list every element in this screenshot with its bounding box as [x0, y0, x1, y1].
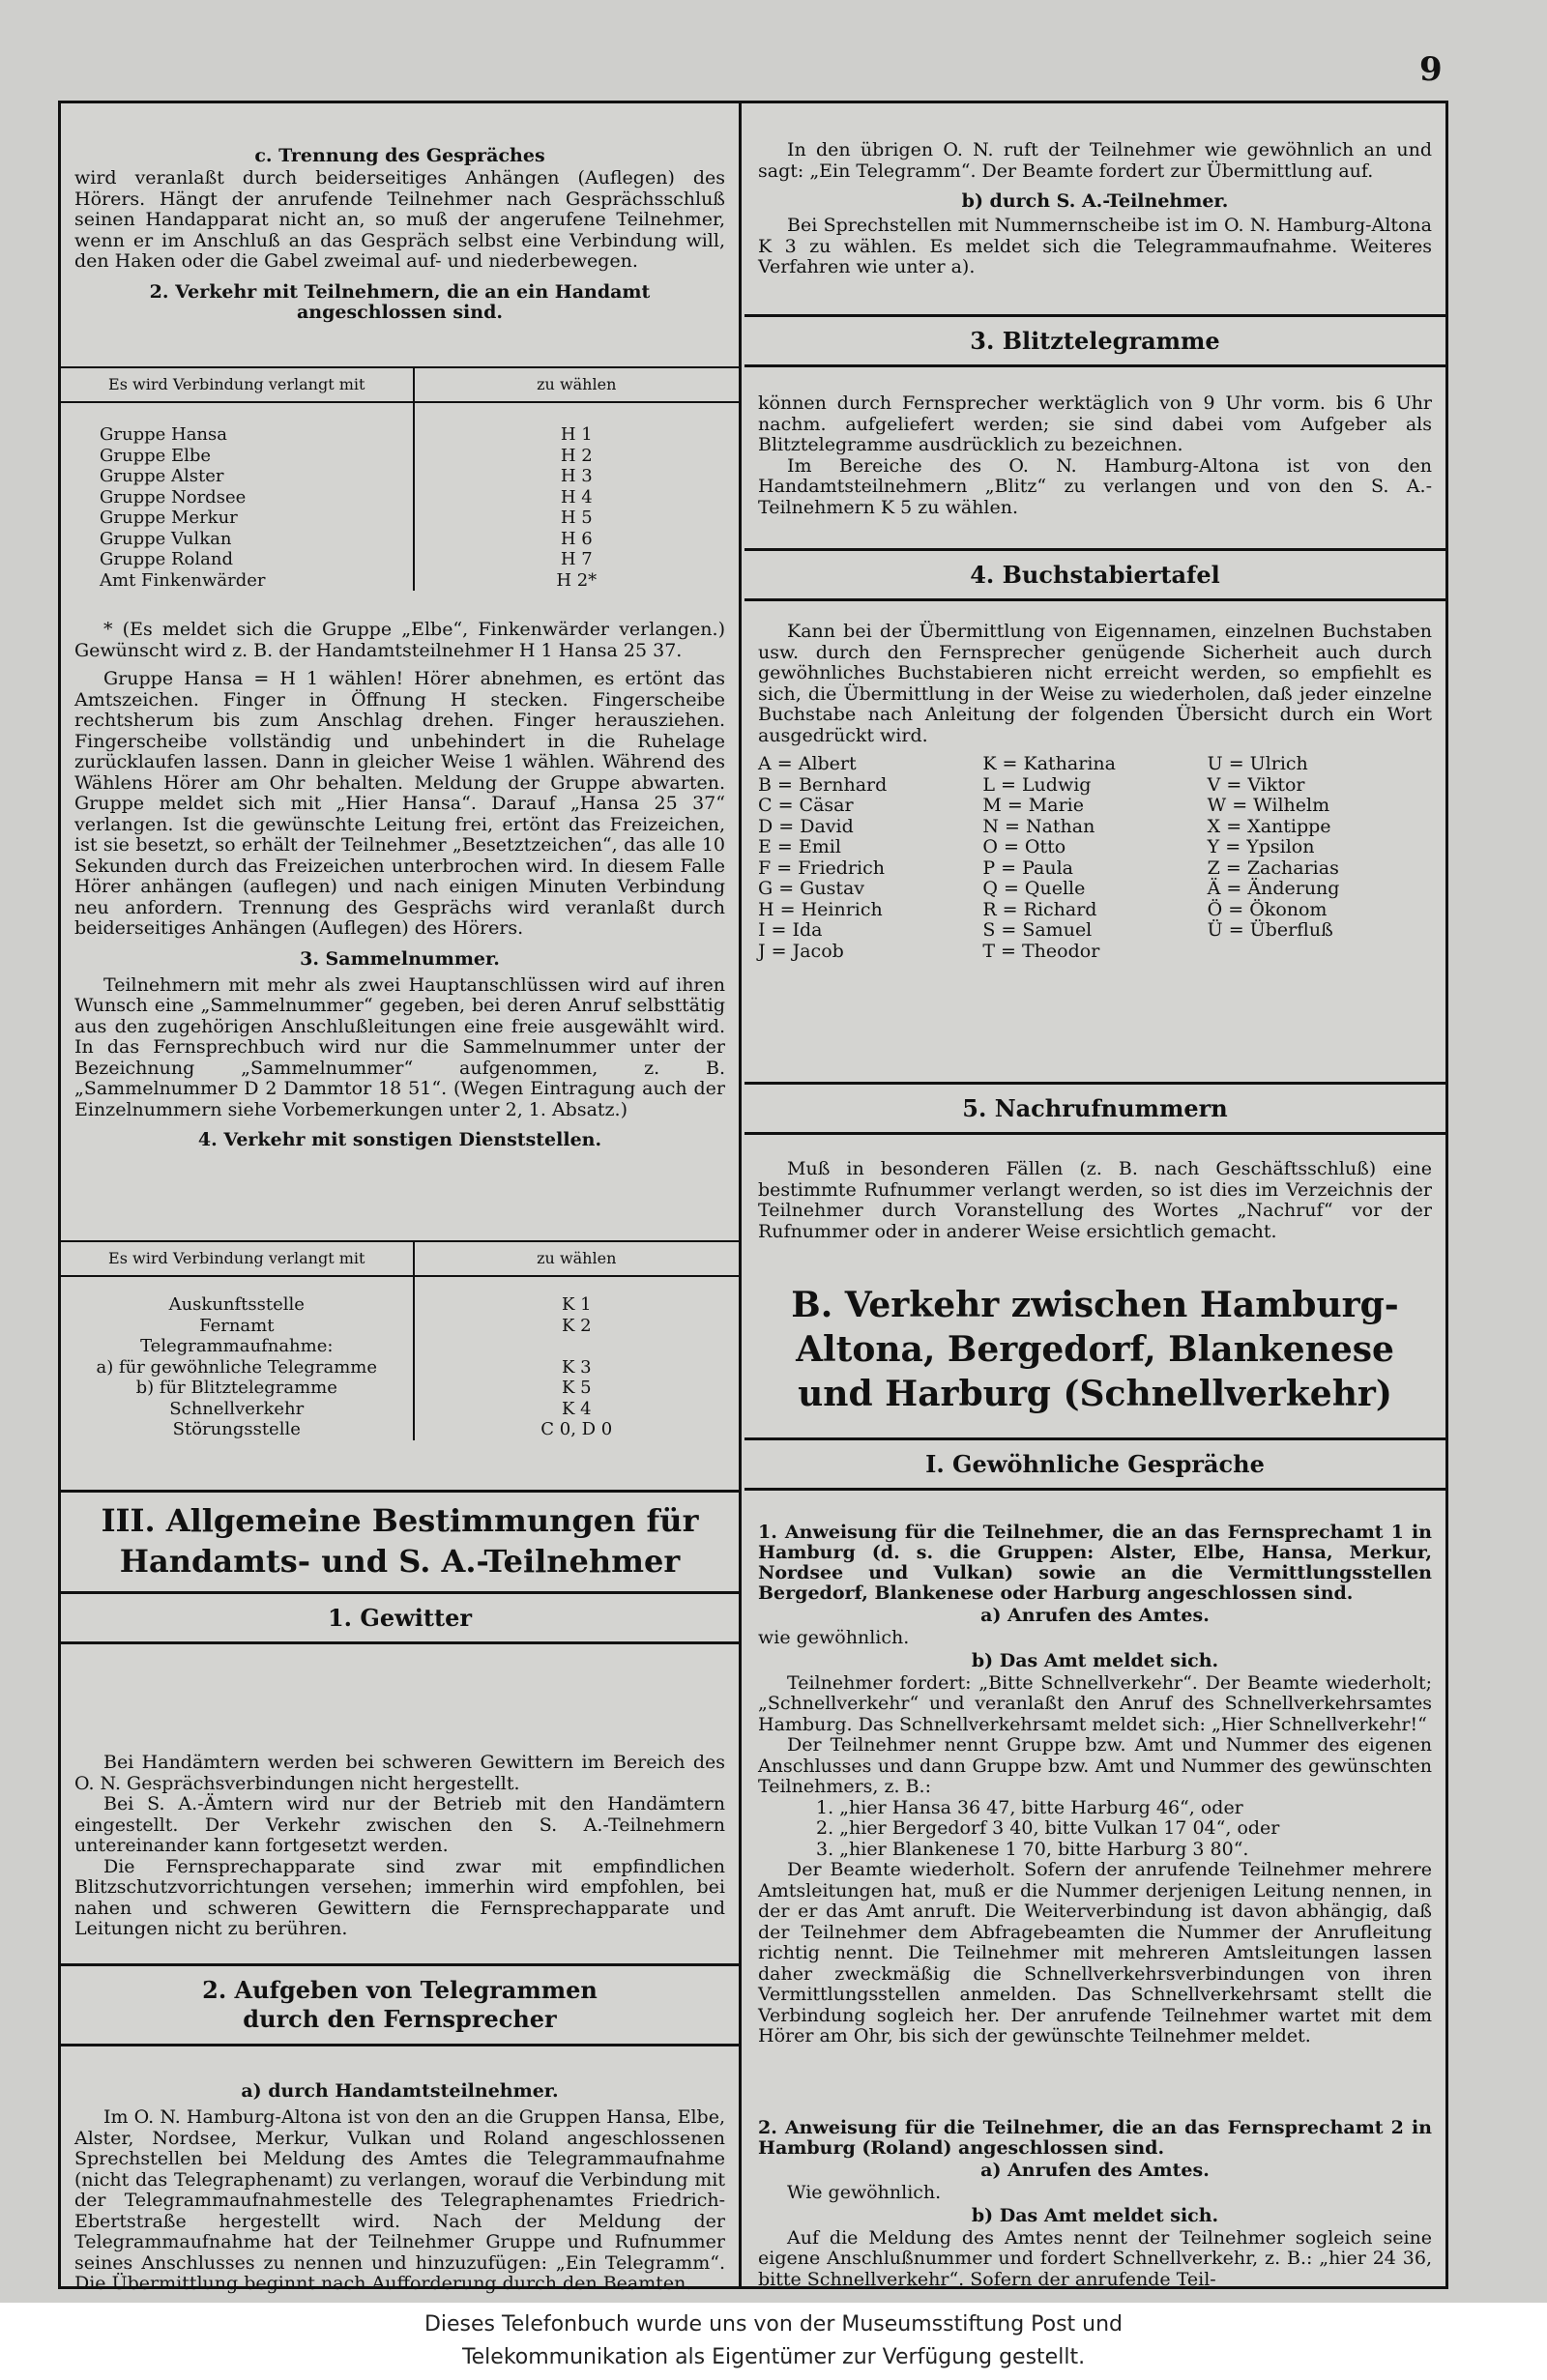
section-B-title-3: und Harburg (Schnellverkehr) [798, 1374, 1392, 1414]
list-item [1208, 942, 1432, 963]
anweisung-2a-title: a) Anrufen des Amtes. [980, 2160, 1210, 2181]
list-item: 1. „hier Hansa 36 47, bitte Harburg 46“, oder [816, 1796, 1243, 1818]
section-B-heading [758, 1283, 1432, 1416]
telegramme-other-text: In den übrigen O. N. ruft der Teilnehmer wie gewöhnlich an und sagt: „Ein Telegramm“. Der Beamte fordert zur Übermittlung auf. [758, 139, 1432, 182]
list-item: I = Ida [758, 919, 823, 941]
alphabet-table [758, 754, 1432, 962]
telegramme-a-title: a) durch Handamtsteilnehmer. [241, 2080, 559, 2102]
list-item: X = Xantippe [1207, 815, 1331, 837]
list-item: D = David [758, 815, 854, 837]
table-row: Auskunftsstelle K 1 [61, 1294, 739, 1316]
buchstabier-text: Kann bei der Übermittlung von Eigennamen, einzelnen Buchstaben usw. durch den Fernsprecher genügende Sicherheit auch durch gewöhnliches Buchstabieren nicht erreicht werden, so empfiehlt es sich, die Übermittlung in der Weise zu wiederholen, daß jeder einzelne Buchstabe nach Anleitung der folgenden Übersicht durch ein Wort ausgedrückt wird. [758, 621, 1432, 746]
anweisung-2-block [758, 2116, 1432, 2290]
table-row: Gruppe Alster H 3 [61, 466, 739, 487]
nachruf-heading-wrap [744, 1082, 1445, 1135]
blitz-block [758, 393, 1432, 518]
list-item: 2. „hier Bergedorf 3 40, bitte Vulkan 17 04“, oder [816, 1817, 1280, 1839]
list-item: M = Marie [982, 795, 1084, 816]
gewitter-title: 1. Gewitter [61, 1591, 739, 1644]
page-number: 9 [1419, 50, 1443, 89]
blitz-p2: Im Bereiche des O. N. Hamburg-Altona ist von den Handamtsteilnehmern „Blitz“ zu verlangen und von den S. A.-Teilnehmern K 5 zu wählen. [758, 454, 1432, 518]
table-row: Gruppe Elbe H 2 [61, 446, 739, 467]
buchstabier-block [758, 622, 1432, 962]
telegramme-title-1: 2. Aufgeben von Telegrammen [202, 1976, 598, 2004]
table1-head-2: zu wählen [414, 367, 739, 402]
list-item: Ö = Ökonom [1207, 898, 1328, 920]
table-row: Gruppe Roland H 7 [61, 549, 739, 570]
list-item: N = Nathan [982, 815, 1095, 837]
table-row: Störungsstelle C 0, D 0 [61, 1419, 739, 1440]
anweisung-1a-text: wie gewöhnlich. [758, 1627, 910, 1648]
table-row: Gruppe Hansa H 1 [61, 424, 739, 446]
list-item: Ü = Überfluß [1207, 919, 1333, 941]
section-3-text: Teilnehmern mit mehr als zwei Hauptanschlüssen wird auf ihren Wunsch eine „Sammelnummer“ gegeben, bei deren Anruf selbsttätig aus den zugehörigen Anschlußleitungen eine freie ausgewählt wird. In das Fernsprechbuch wird nur die Sammelnummer unter der Bezeichnung „Sammelnummer“ aufgenommen, z. B. „Sammelnummer D 2 Dammtor 18 51“. (Wegen Eintragung auch der Einzelnummern siehe Vorbemerkungen unter 2, 1. Absatz.) [74, 973, 725, 1120]
blitz-p1: können durch Fernsprecher werktäglich von 9 Uhr vorm. bis 6 Uhr nachm. aufgeliefert werden; sie sind dabei vom Aufgeber als Blitztelegramme ausdrücklich zu bezeichnen. [758, 392, 1432, 455]
list-item: S = Samuel [982, 919, 1093, 941]
nachruf-text: Muß in besonderen Fällen (z. B. nach Geschäftsschluß) eine bestimmte Rufnummer verlangt werden, so ist dies im Verzeichnis der Teilnehmer durch Voranstellung des Wortes „Nachruf“ vor der Rufnummer oder in anderer Weise ersichtlich gemacht. [758, 1158, 1432, 1242]
anweisung-1-title: 1. Anweisung für die Teilnehmer, die an das Fernsprechamt 1 in Hamburg (d. s. die Gruppen: Alster, Elbe, Hansa, Merkur, Nordsee und Vulkan) sowie an die Vermittlungsstellen Bergedorf, Blankenese oder Harburg angeschlossen sind. [758, 1522, 1432, 1604]
telegramme-b-title: b) durch S. A.-Teilnehmer. [961, 190, 1229, 212]
section-III [61, 1490, 739, 1644]
anweisung-1b-p2: Der Teilnehmer nennt Gruppe bzw. Amt und Nummer des eigenen Anschlusses und dann Gruppe bzw. Amt und Nummer des gewünschten Teilnehmers, z. B.: [758, 1734, 1432, 1797]
table-row: Amt Finkenwärder H 2* [61, 570, 739, 592]
list-item: J = Jacob [758, 940, 844, 962]
gewitter-block [74, 1753, 725, 1940]
table-row: Gruppe Vulkan H 6 [61, 529, 739, 550]
list-item: L = Ludwig [982, 773, 1092, 796]
blitz-heading-wrap [744, 314, 1445, 367]
list-item: F = Friedrich [758, 856, 885, 879]
list-item: G = Gustav [758, 878, 865, 899]
list-item: B = Bernhard [758, 773, 888, 796]
telegramme-title-2: durch den Fernsprecher [243, 2005, 557, 2033]
telegramme-b-text: Bei Sprechstellen mit Nummernscheibe ist im O. N. Hamburg-Altona K 3 zu wählen. Es meldet sich die Telegrammaufnahme. Weiteres Verfahren wie unter a). [758, 215, 1432, 277]
table1-note: * (Es meldet sich die Gruppe „Elbe“, Finkenwärder verlangen.) Gewünscht wird z. B. der Handamtsteilnehmer H 1 Hansa 25 37. [74, 619, 725, 661]
section-B-title-1: B. Verkehr zwischen Hamburg- [791, 1285, 1399, 1325]
anweisung-2-title: 2. Anweisung für die Teilnehmer, die an das Fernsprechamt 2 in Hamburg (Roland) angeschlossen sind. [758, 2117, 1432, 2159]
left-top-block [74, 144, 725, 325]
telegramme-a-block [74, 2079, 725, 2295]
table2-head-2: zu wählen [414, 1241, 739, 1276]
section-3-title: 3. Sammelnummer. [300, 947, 500, 970]
table-row: Telegrammaufnahme: [61, 1336, 739, 1357]
nachruf-block [758, 1159, 1432, 1242]
list-item: C = Cäsar [758, 795, 854, 816]
buchstabier-heading-wrap [744, 548, 1445, 601]
list-item: Q = Quelle [982, 878, 1086, 899]
table-row: a) für gewöhnliche Telegramme K 3 [61, 1357, 739, 1379]
example-list [816, 1798, 1432, 1861]
hansa-instructions: Gruppe Hansa = H 1 wählen! Hörer abnehmen, es ertönt das Amtszeichen. Finger in Öffnung H stecken. Fingerscheibe rechtsherum bis zum Anschlag drehen. Finger herausziehen. Fingerscheibe vollständig und unbehindert in die Ruhelage zurücklaufen lassen. Dann in gleicher Weise 1 wählen. Während des Wählens Hörer am Ohr behalten. Meldung der Gruppe abwarten. Gruppe meldet sich mit „Hier Hansa“. Darauf „Hansa 25 37“ verlangen. Ist die gewünschte Leitung frei, ertönt das Freizeichen, ist sie besetzt, so erhält der Teilnehmer „Besetztzeichen“, das alle 10 Sekunden durch das Freizeichen unterbrochen wird. In diesem Falle Hörer anhängen (auflegen) und nach einigen Minuten Verbindung neu anfordern. Trennung des Gesprächs wird veranlaßt durch beiderseitiges Anhängen (Auflegen) des Hörers. [74, 668, 725, 939]
list-item: 3. „hier Blankenese 1 70, bitte Harburg 3 80“. [816, 1838, 1249, 1860]
footer-line-2: Telekommunikation als Eigentümer zur Verfügung gestellt. [461, 2345, 1086, 2369]
table-dienststellen [61, 1240, 739, 1440]
section-c-text: wird veranlaßt durch beiderseitiges Anhängen (Auflegen) des Hörers. Hängt der anrufende Teilnehmer nach Gesprächsschluß seinen Handapparat nicht an, so muß der angerufene Teilnehmer, wenn er im Anschluß an das Gespräch selbst eine Verbindung will, den Haken oder die Gabel zweimal auf- und niederbewegen. [74, 167, 725, 272]
table-row: b) für Blitztelegramme K 5 [61, 1378, 739, 1399]
anweisung-2b-text: Auf die Meldung des Amtes nennt der Teilnehmer sogleich seine eigene Anschlußnummer und fordert Schnellverkehr, z. B.: „hier 24 36, bitte Schnellverkehr“. Sofern der anrufende Teil- [758, 2226, 1432, 2290]
section-c-title: c. Trennung des Gespräches [254, 145, 545, 166]
telegramme-heading [61, 1963, 739, 2046]
anweisung-2b-title: b) Das Amt meldet sich. [971, 2204, 1219, 2226]
section-2-title: 2. Verkehr mit Teilnehmern, die an ein Handamt angeschlossen sind. [149, 280, 651, 323]
blitz-title: 3. Blitztelegramme [744, 314, 1445, 367]
list-item: H = Heinrich [758, 898, 883, 920]
anweisung-2a-text: Wie gewöhnlich. [787, 2182, 942, 2203]
anweisung-1-block [758, 1521, 1432, 2047]
list-item: Z = Zacharias [1207, 856, 1339, 879]
buchstabier-title: 4. Buchstabiertafel [744, 548, 1445, 601]
list-item: Ä = Änderung [1207, 878, 1340, 899]
right-top-block [758, 140, 1432, 278]
section-III-title-2: Handamts- und S. A.-Teilnehmer [119, 1543, 681, 1580]
table-row: Schnellverkehr K 4 [61, 1399, 739, 1420]
list-item: R = Richard [982, 898, 1097, 920]
table2-head-1: Es wird Verbindung verlangt mit [61, 1241, 414, 1276]
table-row: Gruppe Nordsee H 4 [61, 487, 739, 508]
list-item: U = Ulrich [1207, 753, 1308, 774]
left-middle-block [74, 620, 725, 1152]
list-item: T = Theodor [982, 940, 1100, 962]
page-frame [58, 101, 1448, 2294]
nachruf-title: 5. Nachrufnummern [744, 1082, 1445, 1135]
telegramme-a-text: Im O. N. Hamburg-Altona ist von den an die Gruppen Hansa, Elbe, Alster, Nordsee, Merkur, Vulkan und Roland angeschlossenen Sprechstellen bei Meldung des Amtes die Telegrammaufnahme (nicht das Telegraphenamt) zu verlangen, worauf die Verbindung mit der Telegrammaufnahmestelle des Telegraphenamtes Friedrich-Ebertstraße hergestellt wird. Nach der Meldung der Telegrammaufnahme hat der Teilnehmer Gruppe und Rufnummer seines Anschlusses zu nennen und hinzuzufügen: „Ein Telegramm“. Die Übermittlung beginnt nach Aufforderung durch den Beamten. [74, 2106, 725, 2294]
anweisung-1b-p3: Der Beamte wiederholt. Sofern der anrufende Teilnehmer mehrere Amtsleitungen hat, muß er die Nummer derjenigen Leitung nennen, in der er das Amt anruft. Die Weiterverbindung ist davon abhängig, daß der Teilnehmer dem Abfragebeamten die Nummer der Anrufleitung richtig nennt. Die Teilnehmer mit mehreren Amtsleitungen lassen daher zweckmäßig die Schnellverkehrsverbindungen von ihren Vermittlungsstellen anmelden. Das Schnellverkehrsamt stellt die Verbindung sogleich her. Der anrufende Teilnehmer wartet mit dem Hörer am Ohr, bis sich der gewünschte Teilnehmer meldet. [758, 1859, 1432, 2046]
list-item: P = Paula [982, 856, 1074, 879]
table-row: Gruppe Merkur H 5 [61, 508, 739, 529]
list-item: E = Emil [758, 836, 841, 857]
section-B-title-2: Altona, Bergedorf, Blankenese [796, 1329, 1394, 1370]
list-item: Y = Ypsilon [1207, 836, 1315, 857]
table1-head-1: Es wird Verbindung verlangt mit [61, 367, 414, 402]
footer-notice [0, 2303, 1547, 2380]
list-item: O = Otto [982, 836, 1066, 857]
gewitter-p3: Die Fernsprechapparate sind zwar mit empfindlichen Blitzschutzvorrichtungen versehen; immerhin wird empfohlen, bei nahen und schweren Gewittern die Fernsprechapparate und Leitungen nicht zu berühren. [74, 1855, 725, 1939]
anweisung-1b-title: b) Das Amt meldet sich. [971, 1649, 1219, 1671]
left-column [61, 103, 742, 2294]
table-handamt [61, 366, 739, 591]
section-III-title-1: III. Allgemeine Bestimmungen für [101, 1502, 699, 1539]
right-column [744, 103, 1445, 2290]
list-item: A = Albert [758, 753, 857, 774]
gewitter-p1: Bei Handämtern werden bei schweren Gewittern im Bereich des O. N. Gesprächsverbindungen nicht hergestellt. [74, 1752, 725, 1794]
anweisung-1a-title: a) Anrufen des Amtes. [980, 1605, 1210, 1626]
anweisung-1b-p1: Teilnehmer fordert: „Bitte Schnellverkehr“. Der Beamte wiederholt; „Schnellverkehr“ und veranlaßt den Anruf des Schnellverkehrsamtes Hamburg. Das Schnellverkehrsamt meldet sich: „Hier Schnellverkehr!“ [758, 1671, 1432, 1735]
gespraeche-heading-wrap [744, 1437, 1445, 1491]
list-item: K = Katharina [982, 753, 1116, 774]
list-item: W = Wilhelm [1207, 795, 1330, 816]
list-item: V = Viktor [1207, 773, 1305, 796]
table-row: Fernamt K 2 [61, 1316, 739, 1337]
footer-line-1: Dieses Telefonbuch wurde uns von der Museumsstiftung Post und [423, 2312, 1124, 2336]
section-4-title: 4. Verkehr mit sonstigen Dienststellen. [197, 1129, 602, 1150]
gespraeche-title: I. Gewöhnliche Gespräche [744, 1437, 1445, 1491]
gewitter-p2: Bei S. A.-Ämtern wird nur der Betrieb mit den Handämtern eingestellt. Der Verkehr zwischen den S. A.-Teilnehmern untereinander kann fortgesetzt werden. [74, 1793, 725, 1856]
